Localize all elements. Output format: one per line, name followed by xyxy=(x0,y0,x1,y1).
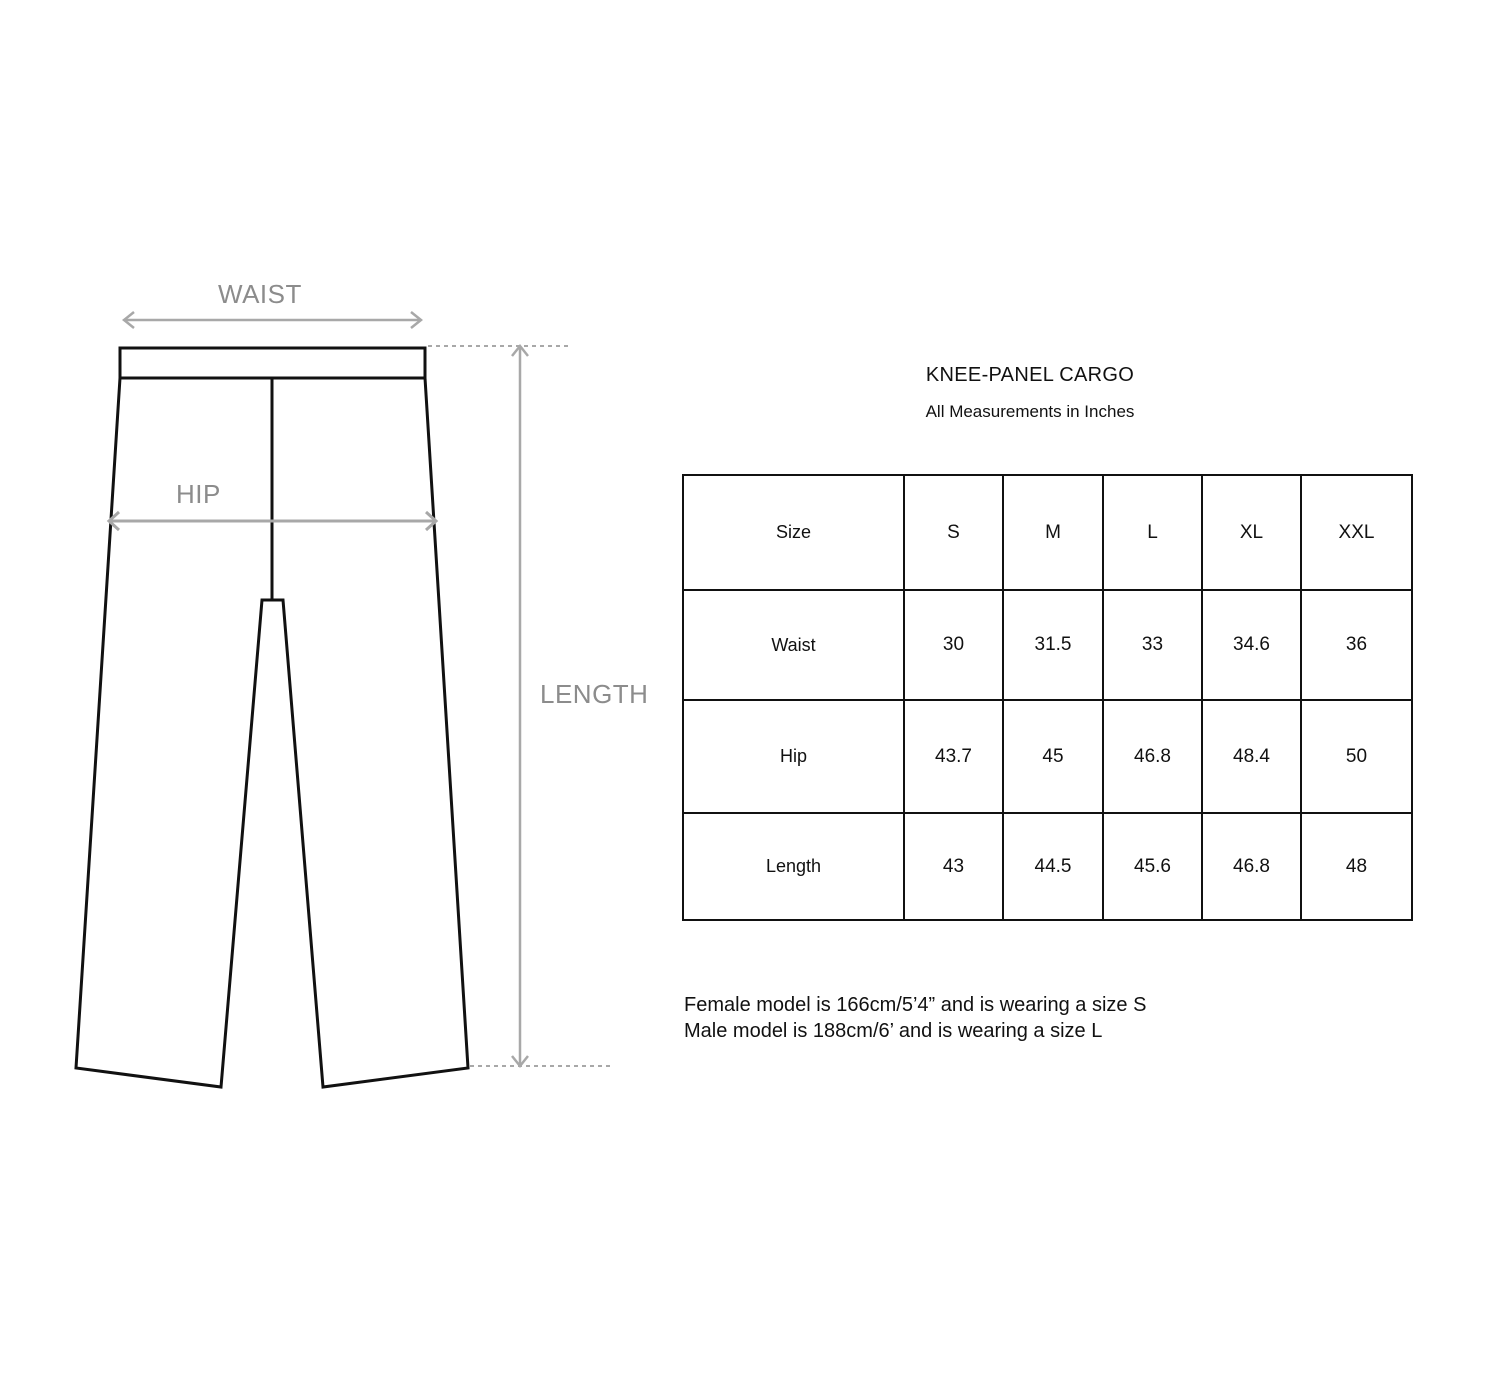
table-row xyxy=(683,813,1412,920)
waist-measure-arrow xyxy=(124,312,421,328)
male-model-note: Male model is 188cm/6’ and is wearing a size L xyxy=(684,1020,1103,1042)
row-label: Waist xyxy=(683,590,904,700)
header-cell: S xyxy=(904,475,1003,590)
size-table xyxy=(682,474,1413,921)
pants-waistband xyxy=(120,348,425,378)
table-row xyxy=(683,590,1412,700)
table-cell: 45 xyxy=(1003,700,1103,813)
table-cell: 45.6 xyxy=(1103,813,1202,920)
pants-diagram xyxy=(0,0,700,1150)
length-label: LENGTH xyxy=(540,679,649,709)
table-cell: 46.8 xyxy=(1103,700,1202,813)
header-cell: M xyxy=(1003,475,1103,590)
hip-label: HIP xyxy=(176,479,221,509)
table-cell: 43 xyxy=(904,813,1003,920)
table-cell: 46.8 xyxy=(1202,813,1301,920)
waist-label: WAIST xyxy=(218,279,302,309)
length-measure-arrow xyxy=(512,346,528,1066)
header-cell: XXL xyxy=(1301,475,1412,590)
table-cell: 50 xyxy=(1301,700,1412,813)
row-label: Length xyxy=(683,813,904,920)
header-cell: XL xyxy=(1202,475,1301,590)
table-cell: 36 xyxy=(1301,590,1412,700)
table-cell: 33 xyxy=(1103,590,1202,700)
table-cell: 48 xyxy=(1301,813,1412,920)
table-cell: 43.7 xyxy=(904,700,1003,813)
header-cell: L xyxy=(1103,475,1202,590)
size-chart-subtitle: All Measurements in Inches xyxy=(925,402,1135,421)
table-cell: 34.6 xyxy=(1202,590,1301,700)
table-header-row xyxy=(683,475,1412,590)
table-cell: 31.5 xyxy=(1003,590,1103,700)
model-notes xyxy=(684,992,1146,1044)
table-cell: 48.4 xyxy=(1202,700,1301,813)
header-cell: Size xyxy=(683,475,904,590)
table-cell: 30 xyxy=(904,590,1003,700)
table-row xyxy=(683,700,1412,813)
size-chart-title: KNEE-PANEL CARGO xyxy=(925,364,1135,386)
female-model-note: Female model is 166cm/5’4” and is wearing a size S xyxy=(684,994,1147,1016)
row-label: Hip xyxy=(683,700,904,813)
table-cell: 44.5 xyxy=(1003,813,1103,920)
